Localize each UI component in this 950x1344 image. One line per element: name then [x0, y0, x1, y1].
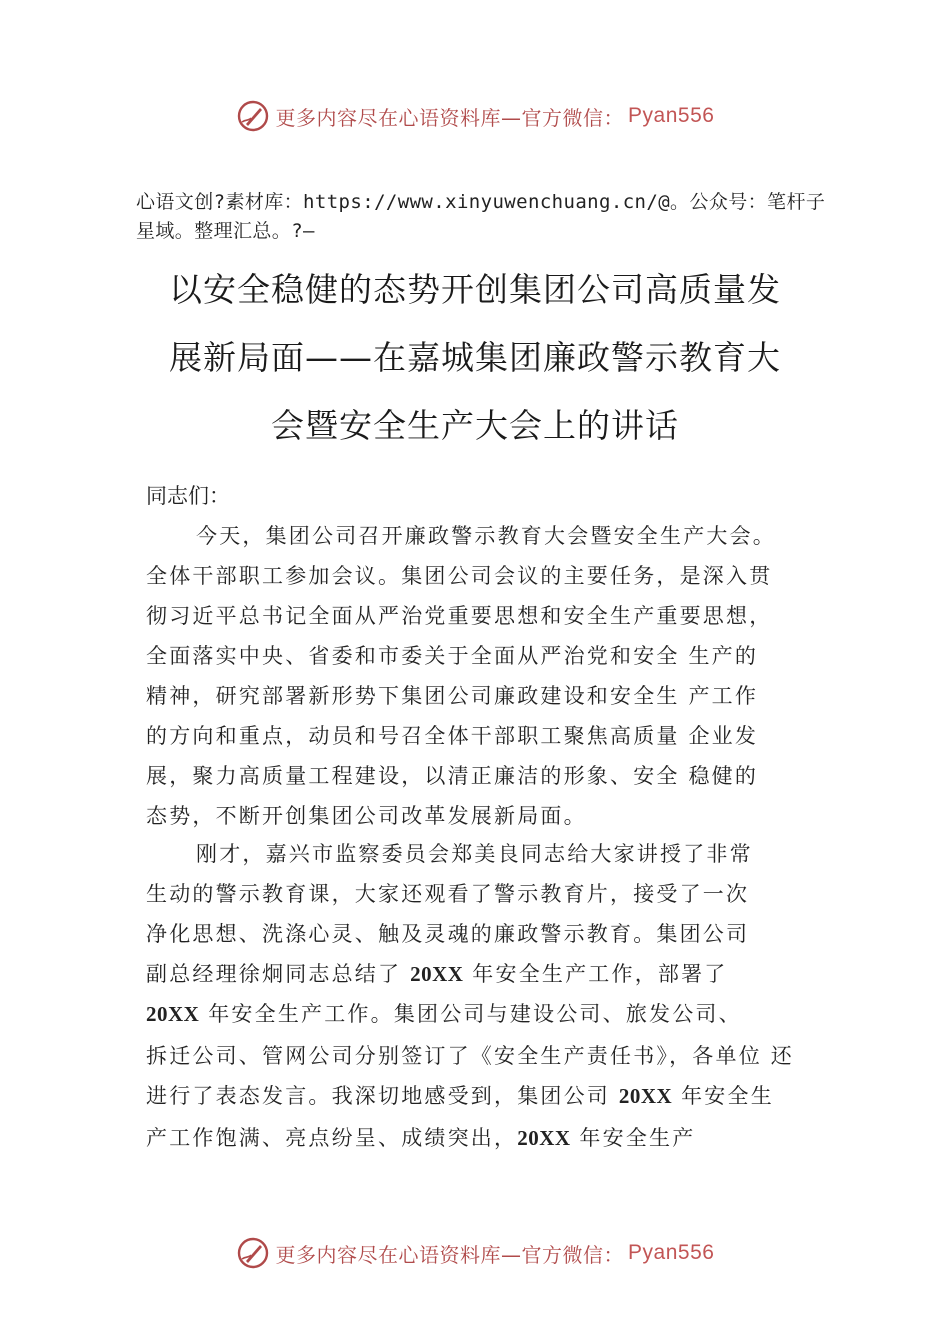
body-line: 净化思想、洗涤心灵、触及灵魂的廉政警示教育。集团公司: [146, 922, 750, 946]
body-line: 刚才，嘉兴市监察委员会郑美良同志给大家讲授了非常: [196, 842, 753, 866]
watermark-wechat-id: Pyan556: [628, 1241, 715, 1264]
quill-pen-logo-icon: [236, 1236, 270, 1270]
line-text: 年安全生: [672, 1084, 774, 1108]
year-placeholder: 20XX: [618, 1084, 673, 1108]
body-line: 全体干部职工参加会议。集团公司会议的主要任务，是深入贯: [146, 564, 773, 588]
body-line: 的方向和重点，动员和号召全体干部职工聚焦高质量 企业发: [146, 724, 759, 748]
line-text: 进行了表态发言。我深切地感受到，集团公司: [146, 1084, 619, 1108]
salutation: 同志们：: [146, 484, 230, 508]
body-line: 彻习近平总书记全面从严治党重要思想和安全生产重要思想，: [146, 604, 773, 628]
title-line: 展新局面——在嘉城集团廉政警示教育大: [169, 338, 781, 377]
body-line: [146, 1080, 774, 1110]
year-placeholder: 20XX: [410, 962, 464, 986]
body-line: [146, 1122, 695, 1152]
body-line: 态势，不断开创集团公司改革发展新局面。: [146, 804, 587, 828]
body-line: 今天，集团公司召开廉政警示教育大会暨安全生产大会。: [196, 524, 776, 548]
title-line: 以安全稳健的态势开创集团公司高质量发: [169, 270, 781, 309]
year-placeholder: 20XX: [517, 1126, 571, 1150]
year-placeholder: 20XX: [146, 1002, 200, 1026]
body-line: 生动的警示教育课，大家还观看了警示教育片，接受了一次: [146, 882, 750, 906]
body-line: 全面落实中央、省委和市委关于全面从严治党和安全 生产的: [146, 644, 759, 668]
line-text: 年安全生产工作，部署了: [463, 962, 728, 986]
line-text: 副总经理徐炯同志总结了: [146, 962, 411, 986]
line-text: 产工作饱满、亮点纷呈、成绩突出，: [146, 1126, 518, 1150]
title-line: 会暨安全生产大会上的讲话: [271, 406, 679, 445]
watermark-header: [0, 96, 950, 136]
line-text: 年安全生产工作。集团公司与建设公司、旅发公司、: [199, 1002, 742, 1026]
source-note: 心语文创?素材库：https://www.xinyuwenchuang.cn/@。公众号：笔杆子星域。整理汇总。?—: [136, 191, 826, 242]
watermark-footer: [0, 1233, 950, 1273]
watermark-text: 更多内容尽在心语资料库—官方微信：: [275, 105, 625, 130]
watermark-text: 更多内容尽在心语资料库—官方微信：: [275, 1242, 625, 1267]
body-line: 展，聚力高质量工程建设，以清正廉洁的形象、安全 稳健的: [146, 764, 759, 788]
body-line: 精神，研究部署新形势下集团公司廉政建设和安全生 产工作: [146, 684, 759, 708]
quill-pen-logo-icon: [236, 99, 270, 133]
body-line: [146, 998, 742, 1028]
body-line: 拆迁公司、管网公司分别签订了《安全生产责任书》，各单位 还: [146, 1044, 794, 1068]
document-title: [130, 256, 820, 460]
line-text: 年安全生产: [570, 1126, 696, 1150]
watermark-wechat-id: Pyan556: [628, 104, 715, 127]
body-line: [146, 958, 728, 988]
